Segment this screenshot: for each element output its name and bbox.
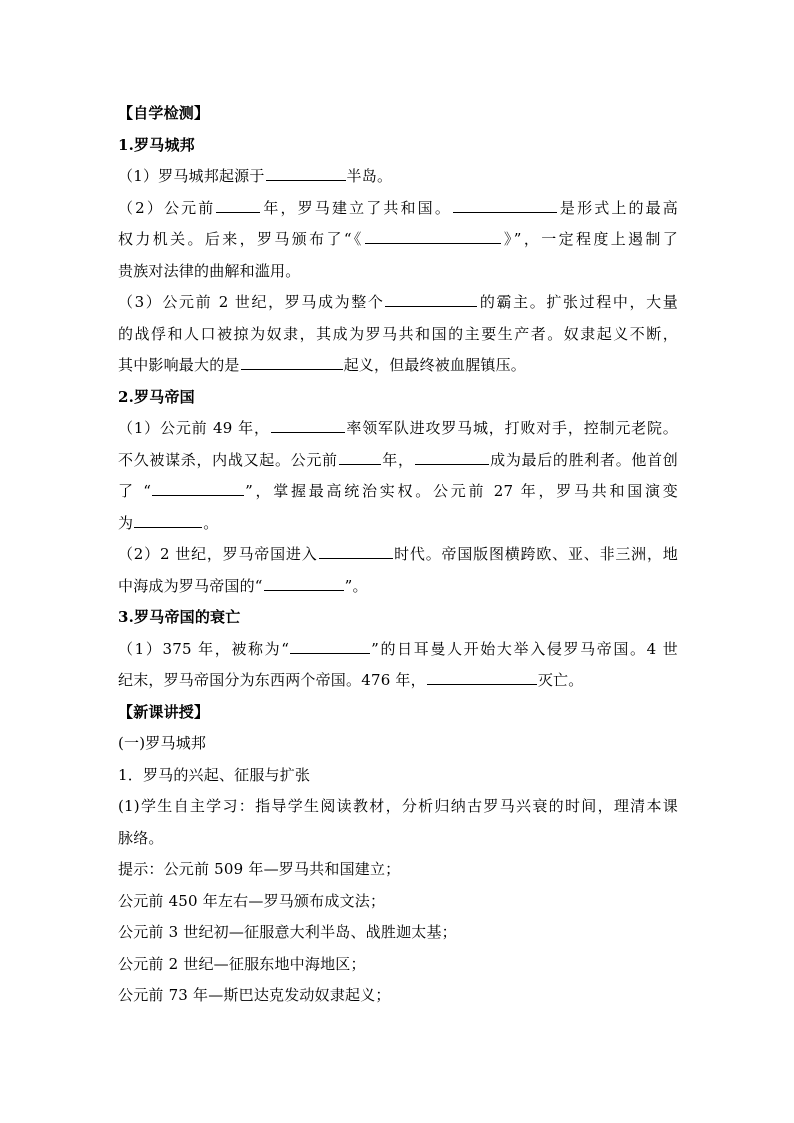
answer-blank[interactable] [216,197,260,213]
question-text: （3）公元前 2 世纪，罗马成为整个 [118,293,385,311]
answer-blank[interactable] [319,543,393,559]
subsection-rome-city-state: (一)罗马城邦 [118,734,207,752]
question-1-3-end [118,350,678,382]
self-test-heading: 【自学检测】 [118,104,210,122]
question-text: ”的日耳曼人开始大举入侵罗马帝国。4 世 [371,639,679,658]
question-text: 贵族对法律的曲解和滥用。 [118,261,301,280]
question-text: 了 “ [118,482,152,500]
paragraph-self-study-end: 脉络。 [118,828,164,847]
answer-blank[interactable] [339,449,381,465]
question-text: 的霸主。扩张过程中，大量 [478,293,678,311]
question-2-1-cont2 [118,476,678,508]
question-text: 为 [118,513,134,532]
question-text: （2）2 世纪，罗马帝国进入 [118,545,318,563]
answer-blank[interactable] [134,512,202,528]
question-text: 其中影响最大的是 [118,356,240,374]
paragraph-self-study: (1)学生自主学习：指导学生阅读教材，分析归纳古罗马兴衰的时间，理清本课 [118,797,678,815]
question-1-3-cont [118,319,678,351]
question-text: 不久被谋杀，内战又起。公元前 [118,450,338,469]
question-text: 是形式上的最高 [557,198,679,217]
question-text: （1）罗马城邦起源于 [118,167,265,185]
hint-line: 公元前 3 世纪初—征服意大利半岛、战胜迦太基； [118,923,457,941]
answer-blank[interactable] [385,291,477,307]
answer-blank[interactable] [271,417,345,433]
question-text: 率领军队进攻罗马城，打败对手，控制元老院。 [345,419,679,437]
question-text: 时代。帝国版图横跨欧、亚、非三洲，地 [393,545,678,563]
new-lesson-heading: 【新课讲授】 [118,702,210,721]
question-2-2 [118,539,678,571]
answer-blank[interactable] [266,165,346,181]
answer-blank[interactable] [152,480,244,496]
question-text: 纪末，罗马帝国分为东西两个帝国。476 年， [118,671,426,689]
question-1-2 [118,193,678,225]
question-text: 。 [203,513,219,532]
question-text: 》”，一定程度上遏制了 [501,230,679,248]
hint-line: 公元前 450 年左右—罗马颁布成文法； [118,891,386,910]
answer-blank[interactable] [453,197,557,213]
question-2-1-cont [118,445,678,477]
answer-blank[interactable] [415,449,489,465]
answer-blank[interactable] [264,575,344,591]
question-text: 年， [381,450,414,469]
question-text: 权力机关。后来，罗马颁布了“《 [118,230,364,248]
question-text: 灭亡。 [537,671,584,689]
answer-blank[interactable] [290,638,370,654]
question-3-1-end [118,665,678,697]
question-text: 中海成为罗马帝国的“ [118,576,263,595]
question-2-1-end [118,508,678,540]
answer-blank[interactable] [365,228,501,244]
answer-blank[interactable] [241,354,343,370]
question-text: 半岛。 [346,167,393,185]
question-1-3 [118,287,678,319]
question-text: 的战俘和人口被掠为奴隶，其成为罗马共和国的主要生产者。奴隶起义不断， [118,324,678,343]
question-text: （1）公元前 49 年， [118,419,270,437]
question-1-2-end [118,256,678,288]
document-page [118,98,678,1012]
subsection-rise-conquest: 1．罗马的兴起、征服与扩张 [118,765,311,784]
answer-blank[interactable] [427,669,537,685]
hint-line: 公元前 73 年—斯巴达克发动奴隶起义； [118,986,391,1004]
question-text: ”，掌握最高统治实权。公元前 27 年，罗马共和国演变 [245,482,678,500]
question-1-2-cont [118,224,678,256]
question-2-1 [118,413,678,445]
question-text: ”。 [344,576,368,595]
hint-line: 提示：公元前 509 年—罗马共和国建立； [118,860,401,878]
question-text: 起义，但最终被血腥镇压。 [343,356,527,374]
question-3-1 [118,634,678,666]
question-text: 成为最后的胜利者。他首创 [489,450,678,469]
question-2-2-end [118,571,678,603]
section-decline-title: 3.罗马帝国的衰亡 [118,608,241,626]
section-rome-city-state-title: 1.罗马城邦 [118,135,195,154]
section-roman-empire-title: 2.罗马帝国 [118,387,195,406]
question-text: （2）公元前 [118,198,216,217]
question-text: （1）375 年，被称为“ [118,639,290,658]
hint-line: 公元前 2 世纪—征服东地中海地区； [118,954,366,973]
question-1-1 [118,161,678,193]
question-text: 年，罗马建立了共和国。 [261,198,452,217]
